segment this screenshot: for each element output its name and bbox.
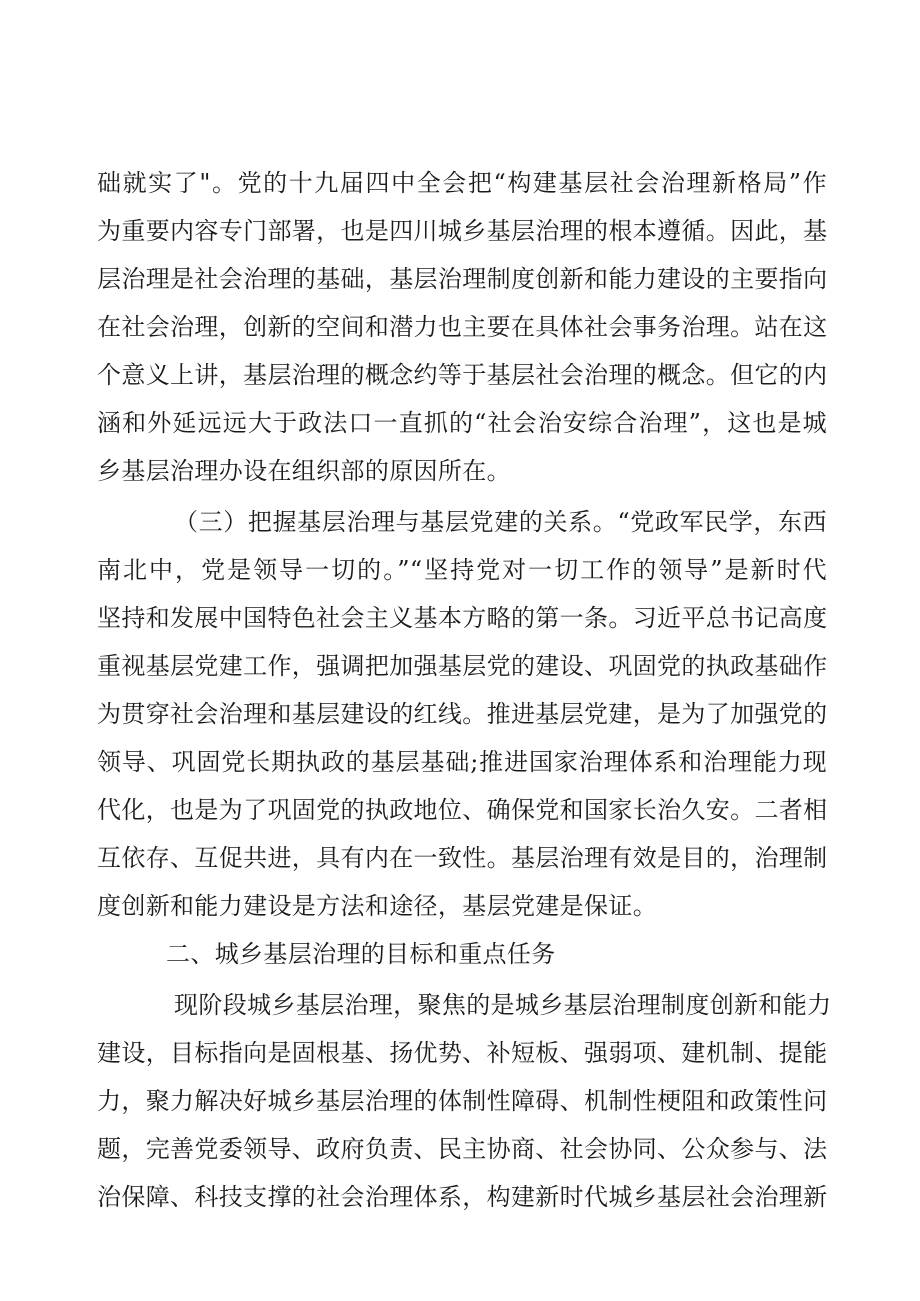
text-line: 题，完善党委领导、政府负责、民主协商、社会协同、公众参与、法 xyxy=(97,1135,828,1163)
text-line: 治保障、科技支撑的社会治理体系，构建新时代城乡基层社会治理新 xyxy=(97,1183,828,1211)
text-line: 建设，目标指向是固根基、扬优势、补短板、强弱项、建机制、提能 xyxy=(97,1039,828,1067)
section-title: 二、城乡基层治理的目标和重点任务 xyxy=(166,940,556,968)
text-line: 领导、巩固党长期执政的基层基础;推进国家治理体系和治理能力现 xyxy=(97,748,827,776)
text-line: 互依存、互促共进，具有内在一致性。基层治理有效是目的，治理制 xyxy=(97,844,828,872)
text-line: 代化，也是为了巩固党的执政地位、确保党和国家长治久安。二者相 xyxy=(97,796,828,824)
section-heading-line: （三）把握基层治理与基层党建的关系。“党政军民学，东西 xyxy=(174,508,827,536)
text-line: 个意义上讲，基层治理的概念约等于基层社会治理的概念。但它的内 xyxy=(97,361,828,389)
text-line: 坚持和发展中国特色社会主义基本方略的第一条。习近平总书记高度 xyxy=(97,604,828,632)
text-line: 度创新和能力建设是方法和途径，基层党建是保证。 xyxy=(97,892,658,920)
text-line: 重视基层党建工作，强调把加强基层党的建设、巩固党的执政基础作 xyxy=(97,652,828,680)
text-line: 为重要内容专门部署，也是四川城乡基层治理的根本遵循。因此，基 xyxy=(97,217,828,245)
text-line: 涵和外延远远大于政法口一直抓的“社会治安综合治理”，这也是城 xyxy=(97,409,827,437)
text-line: 层治理是社会治理的基础，基层治理制度创新和能力建设的主要指向 xyxy=(97,265,828,293)
text-line: 现阶段城乡基层治理，聚焦的是城乡基层治理制度创新和能力 xyxy=(174,991,832,1019)
text-line: 在社会治理，创新的空间和潜力也主要在具体社会事务治理。站在这 xyxy=(97,313,828,341)
text-line: 南北中，党是领导一切的。”“坚持党对一切工作的领导”是新时代 xyxy=(97,556,827,584)
text-line: 乡基层治理办设在组织部的原因所在。 xyxy=(97,457,511,485)
text-line: 力，聚力解决好城乡基层治理的体制性障碍、机制性梗阻和政策性问 xyxy=(97,1087,828,1115)
text-line: 为贯穿社会治理和基层建设的红线。推进基层党建，是为了加强党的 xyxy=(97,700,828,728)
text-line: 础就实了"。党的十九届四中全会把“构建基层社会治理新格局”作 xyxy=(97,169,827,197)
